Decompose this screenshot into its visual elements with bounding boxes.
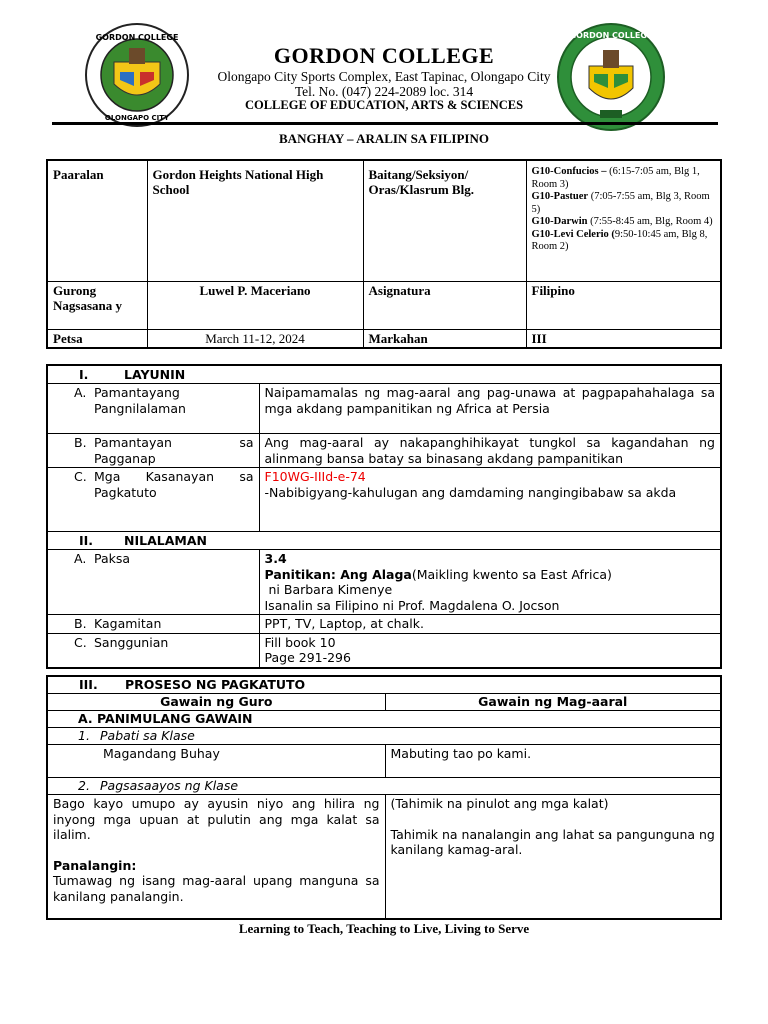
- schedule-item: G10-Darwin (7:55-8:45 am, Blg, Room 4): [531, 216, 713, 227]
- schedule-item: G10-Confucios – (6:15-7:05 am, Blg 1, Room 3): [531, 166, 700, 190]
- schedule-item: G10-Pastuer (7:05-7:55 am, Blg 3, Room 5): [531, 191, 710, 215]
- lesson-info-table: [46, 159, 722, 349]
- pamantayang-pangnilalaman-value: Naipamamalas ng mag-aaral ang pag-unawa at pagpapahahalaga sa mga akdang pampanitikan ng Africa at Persia: [259, 384, 721, 434]
- paksa-value: 3.4 Panitikan: Ang Alaga(Maikling kwento sa East Africa) ni Barbara Kimenye Isanalin sa Filipino ni Prof. Magdalena O. Jocson: [259, 550, 721, 615]
- college-address: Olongapo City Sports Complex, East Tapinac, Olongapo City: [217, 69, 551, 84]
- petsa-value: March 11-12, 2024: [147, 329, 363, 348]
- markahan-label: Markahan: [363, 329, 526, 348]
- petsa-label: Petsa: [47, 329, 147, 348]
- svg-text:GORDON COLLEGE: GORDON COLLEGE: [95, 33, 179, 42]
- sanggunian-value: Fill book 10 Page 291-296: [259, 633, 721, 668]
- panalangin-label: Panalangin:: [53, 857, 137, 873]
- asignatura-value: Filipino: [526, 281, 721, 329]
- college-department: COLLEGE OF EDUCATION, ARTS & SCIENCES: [244, 98, 524, 112]
- mag-aaral-pabati: Mabuting tao po kami.: [385, 745, 721, 778]
- schedule-list: [526, 160, 721, 281]
- guro-value: Luwel P. Maceriano: [147, 281, 363, 329]
- column-header-mag-aaral: Gawain ng Mag-aaral: [385, 694, 721, 711]
- pamantayan-sa-pagganap-value: Ang mag-aaral ay nakapanghihikayat tungkol sa kagandahan ng alinmang bansa batay sa binasang akdang pampanitikan: [259, 434, 721, 468]
- header-divider: [52, 122, 718, 125]
- guro-pagsasaayos: Bago kayo umupo ay ayusin niyo ang hilira ng inyong mga upuan at pulutin ang mga kalat sa ilalim. Panalangin: Tumawag ng isang mag-aaral upang manguna sa kanilang panalangin.: [47, 795, 385, 919]
- college-name: GORDON COLLEGE: [273, 43, 495, 68]
- paaralan-value: Gordon Heights National High School: [147, 160, 363, 281]
- pamantayan-sa-pagganap-label: B. Pamantayan sa Pagganap: [47, 434, 259, 468]
- kasanayan-label: C. Mga Kasanayan sa Pagkatuto: [47, 468, 259, 532]
- layunin-nilalaman-table: [46, 364, 722, 669]
- schedule-item: G10-Levi Celerio (9:50-10:45 am, Blg 8, Room 2): [531, 228, 708, 252]
- sanggunian-label: C. Sanggunian: [47, 633, 259, 668]
- kagamitan-label: B. Kagamitan: [47, 615, 259, 634]
- guro-pabati: Magandang Buhay: [47, 745, 385, 778]
- nilalaman-heading: II. NILALAMAN: [47, 532, 721, 550]
- document-title: BANGHAY – ARALIN SA FILIPINO: [279, 131, 489, 146]
- kagamitan-value: PPT, TV, Laptop, at chalk.: [259, 615, 721, 634]
- column-header-guro: Gawain ng Guro: [47, 694, 385, 711]
- competency-code: F10WG-IIId-e-74: [264, 469, 366, 484]
- svg-text:GORDON COLLEGE: GORDON COLLEGE: [569, 31, 653, 40]
- pabati-heading: 1. Pabati sa Klase: [47, 728, 721, 745]
- guro-label: Gurong Nagsasana y: [47, 281, 147, 329]
- asignatura-label: Asignatura: [363, 281, 526, 329]
- baitang-label: Baitang/Seksiyon/ Oras/Klasrum Blg.: [363, 160, 526, 281]
- kasanayan-value: F10WG-IIId-e-74 -Nabibigyang-kahulugan ang damdaming nangingibabaw sa akda: [259, 468, 721, 532]
- proseso-heading: III. PROSESO NG PAGKATUTO: [47, 676, 721, 694]
- college-telephone: Tel. No. (047) 224-2089 loc. 314: [294, 84, 474, 99]
- panimulang-gawain-heading: A. PANIMULANG GAWAIN: [47, 711, 721, 728]
- mag-aaral-pagsasaayos: (Tahimik na pinulot ang mga kalat) Tahimik na nanalangin ang lahat sa pangunguna ng kanilang kamag-aral.: [385, 795, 721, 919]
- paaralan-label: Paaralan: [47, 160, 147, 281]
- markahan-value: III: [526, 329, 721, 348]
- svg-text:OLONGAPO CITY: OLONGAPO CITY: [104, 114, 170, 122]
- pamantayang-pangnilalaman-label: A. Pamantayang Pangnilalaman: [47, 384, 259, 434]
- paksa-label: A. Paksa: [47, 550, 259, 615]
- proseso-table: [46, 675, 722, 920]
- footer-motto: Learning to Teach, Teaching to Live, Living to Serve: [238, 921, 530, 936]
- layunin-heading: I. LAYUNIN: [47, 365, 721, 384]
- pagsasaayos-heading: 2. Pagsasaayos ng Klase: [47, 778, 721, 795]
